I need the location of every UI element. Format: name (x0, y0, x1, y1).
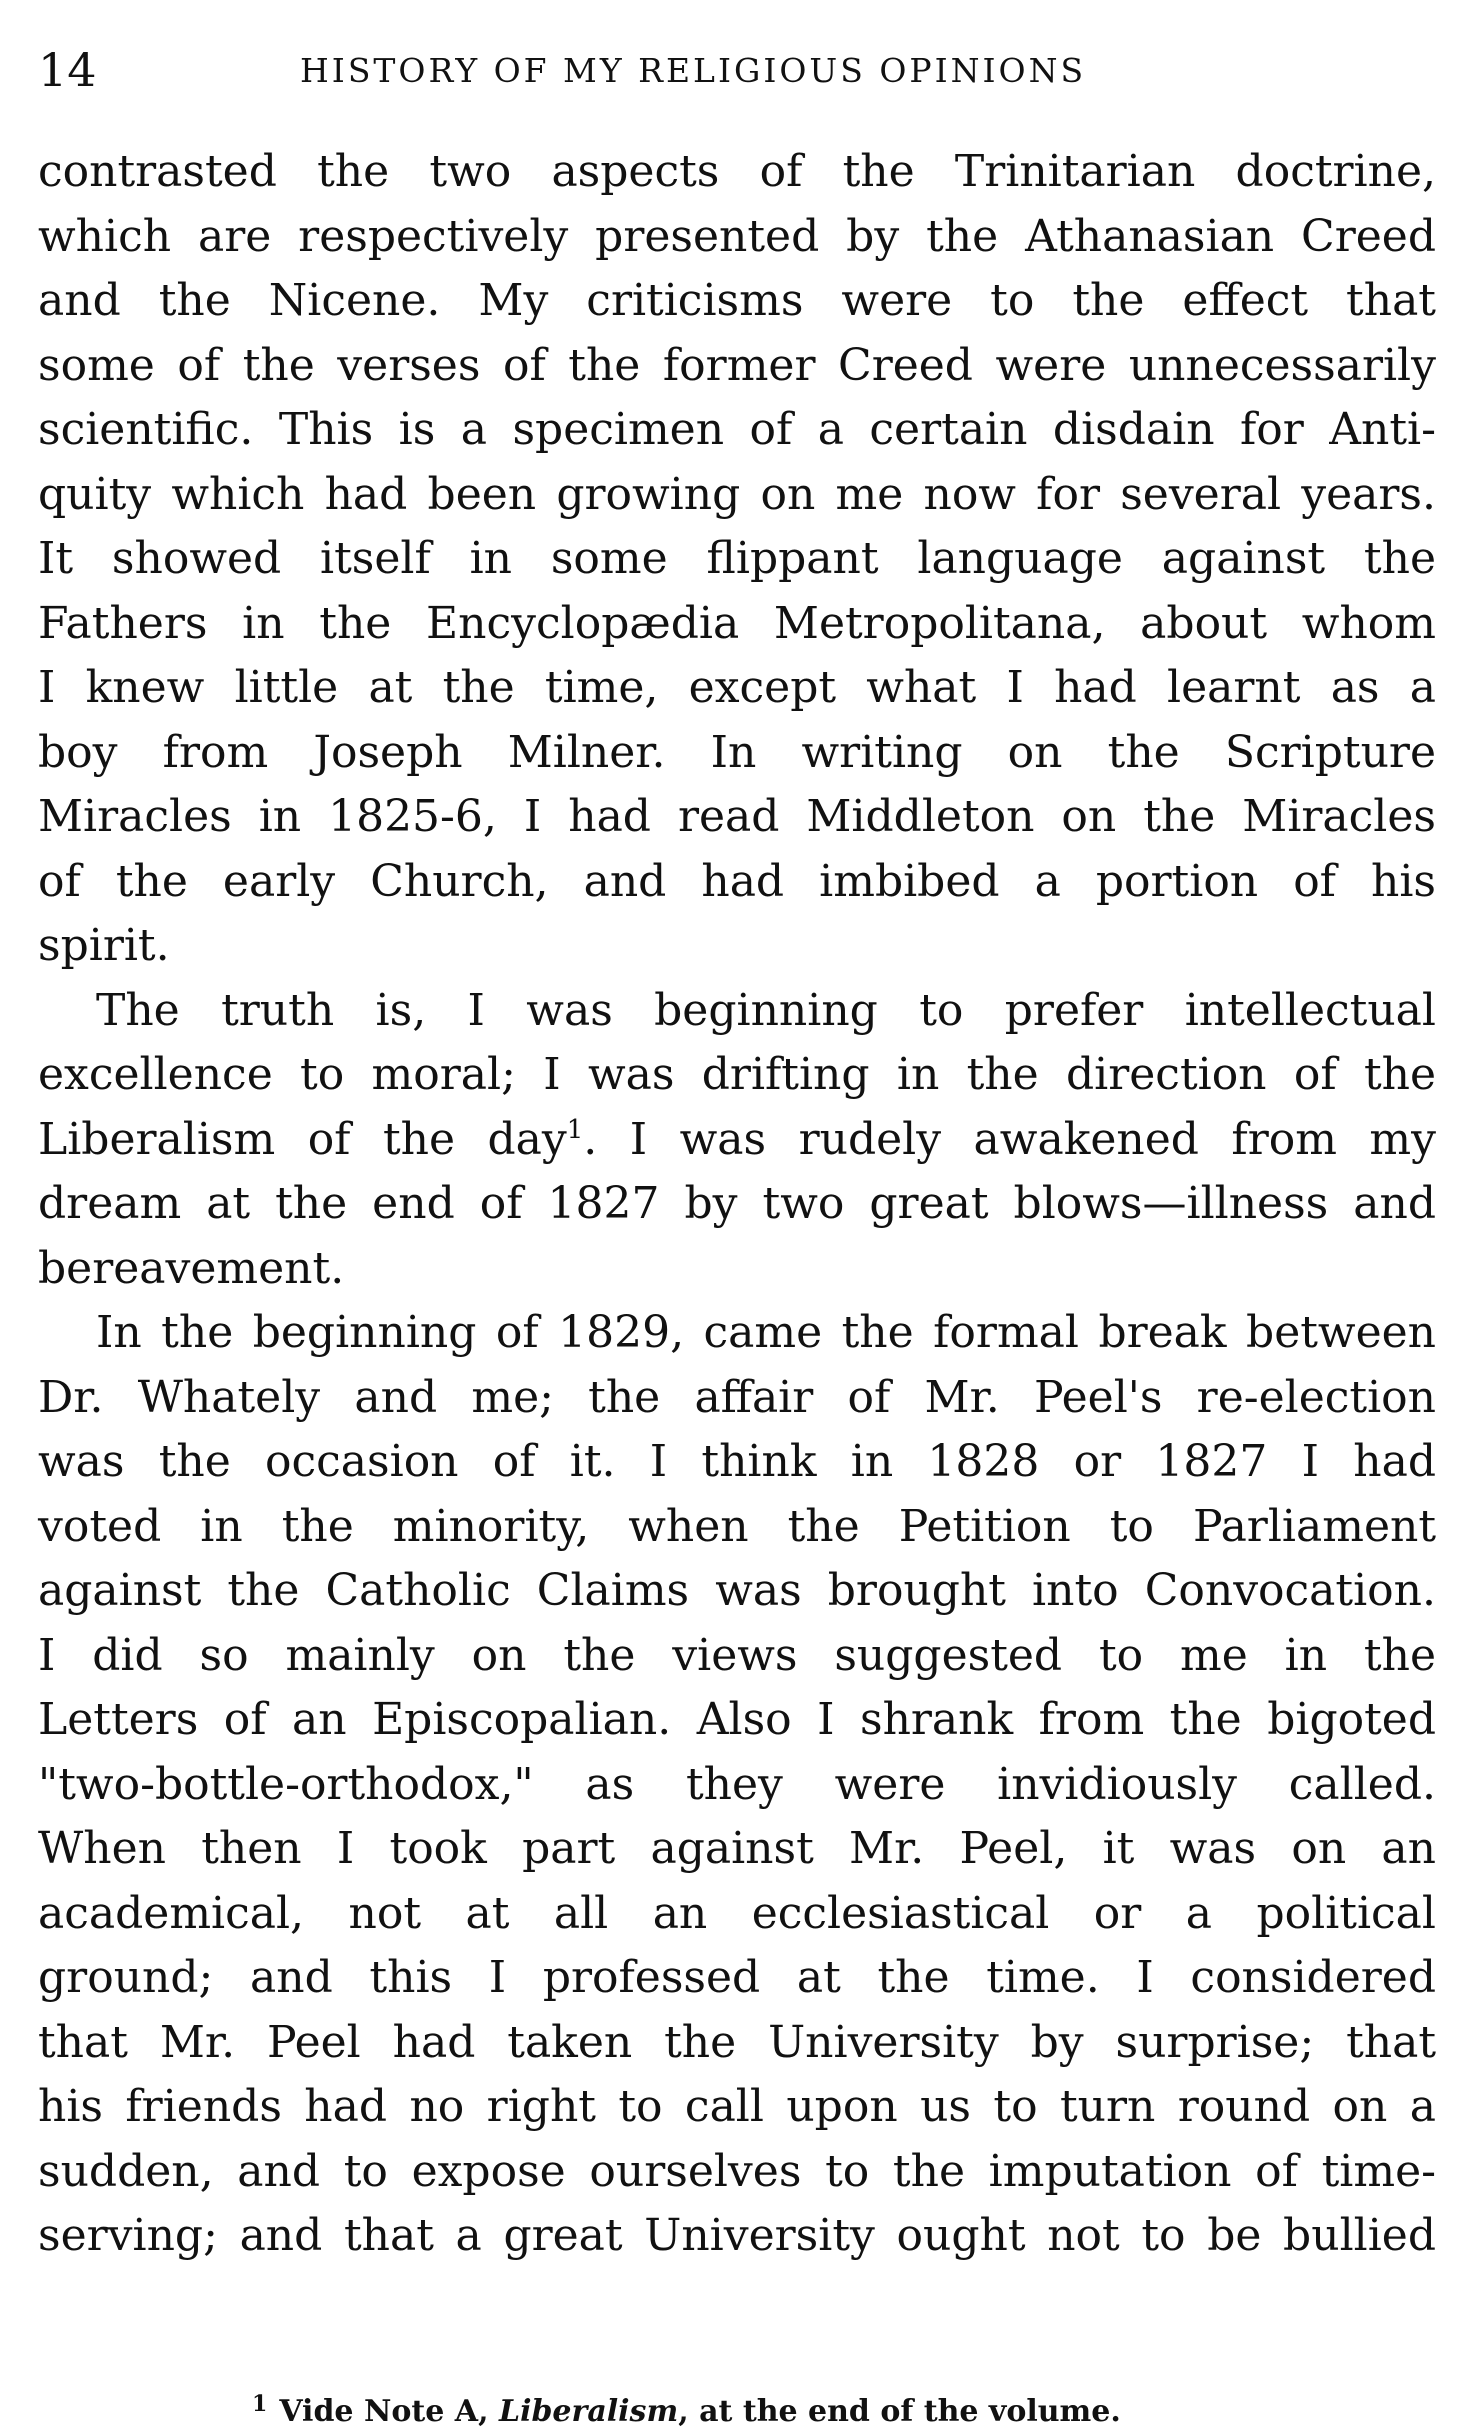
footnote-italic-text: Liberalism (498, 2394, 679, 2429)
text-line: It showed itself in some flippant language against the (38, 533, 1436, 584)
text-line: contrasted the two aspects of the Trinitarian doctrine, (38, 146, 1436, 197)
text-line: sudden, and to expose ourselves to the imputation of time- (38, 2145, 1436, 2197)
text-line: Letters of an Episcopalian. Also I shrank from the bigoted (38, 1694, 1436, 1745)
running-head (38, 40, 1438, 100)
text-line: boy from Joseph Milner. In writing on the Scripture (38, 726, 1436, 778)
text-fragment: Liberalism of the day (38, 1113, 567, 1165)
text-line: The truth is, I was beginning to prefer intellectual (96, 984, 1436, 1036)
text-line: some of the verses of the former Creed were unnecessarily (38, 339, 1436, 391)
text-line: which are respectively presented by the Athanasian Creed (38, 210, 1436, 262)
text-line: academical, not at all an ecclesiastical or a political (38, 1887, 1436, 1939)
text-line: that Mr. Peel had taken the University by surprise; that (38, 2016, 1436, 2068)
footnote (252, 2391, 1121, 2429)
text-line: dream at the end of 1827 by two great blows—illness and (38, 1178, 1436, 1229)
footnote-reference[interactable]: 1 (566, 1114, 584, 1145)
running-title: HISTORY OF MY RELIGIOUS OPINIONS (300, 51, 1087, 90)
text-line: his friends had no right to call upon us to turn round on a (38, 2081, 1436, 2132)
text-line: Dr. Whately and me; the affair of Mr. Peel's re-election (38, 1371, 1436, 1423)
text-line: spirit. (38, 920, 170, 971)
text-line: I did so mainly on the views suggested to me in the (38, 1629, 1436, 1681)
footnote-text-end: , at the end of the volume. (678, 2394, 1121, 2429)
text-fragment: . I was rudely awakened from my (583, 1113, 1437, 1165)
body-text (38, 140, 1436, 2269)
text-line: "two-bottle-orthodox," as they were invidiously called. (38, 1758, 1436, 1810)
text-line: I knew little at the time, except what I had learnt as a (38, 662, 1436, 713)
text-line: was the occasion of it. I think in 1828 or 1827 I had (38, 1436, 1436, 1487)
text-line: excellence to moral; I was drifting in the direction of the (38, 1049, 1436, 1100)
footnote-text: Vide Note A, (279, 2394, 489, 2429)
text-line: voted in the minority, when the Petition to Parliament (38, 1500, 1436, 1552)
text-line: ground; and this I professed at the time. I considered (38, 1952, 1436, 2003)
text-line: Fathers in the Encyclopædia Metropolitana, about whom (38, 597, 1436, 649)
text-line-with-footnote (38, 1108, 1436, 1173)
text-line: scientific. This is a specimen of a certain disdain for Anti- (38, 404, 1436, 455)
text-line: of the early Church, and had imbibed a portion of his (38, 855, 1436, 907)
page-number: 14 (38, 43, 97, 97)
text-line: In the beginning of 1829, came the formal break between (96, 1307, 1436, 1358)
text-line: and the Nicene. My criticisms were to the effect that (38, 275, 1436, 326)
text-line: When then I took part against Mr. Peel, it was on an (38, 1823, 1436, 1874)
text-line: bereavement. (38, 1242, 345, 1294)
text-line: Miracles in 1825-6, I had read Middleton on the Miracles (38, 791, 1436, 842)
text-line: quity which had been growing on me now for several years. (38, 468, 1436, 520)
text-line: against the Catholic Claims was brought into Convocation. (38, 1565, 1436, 1616)
text-line: serving; and that a great University ought not to be bullied (38, 2210, 1436, 2261)
footnote-number: 1 (252, 2391, 268, 2417)
